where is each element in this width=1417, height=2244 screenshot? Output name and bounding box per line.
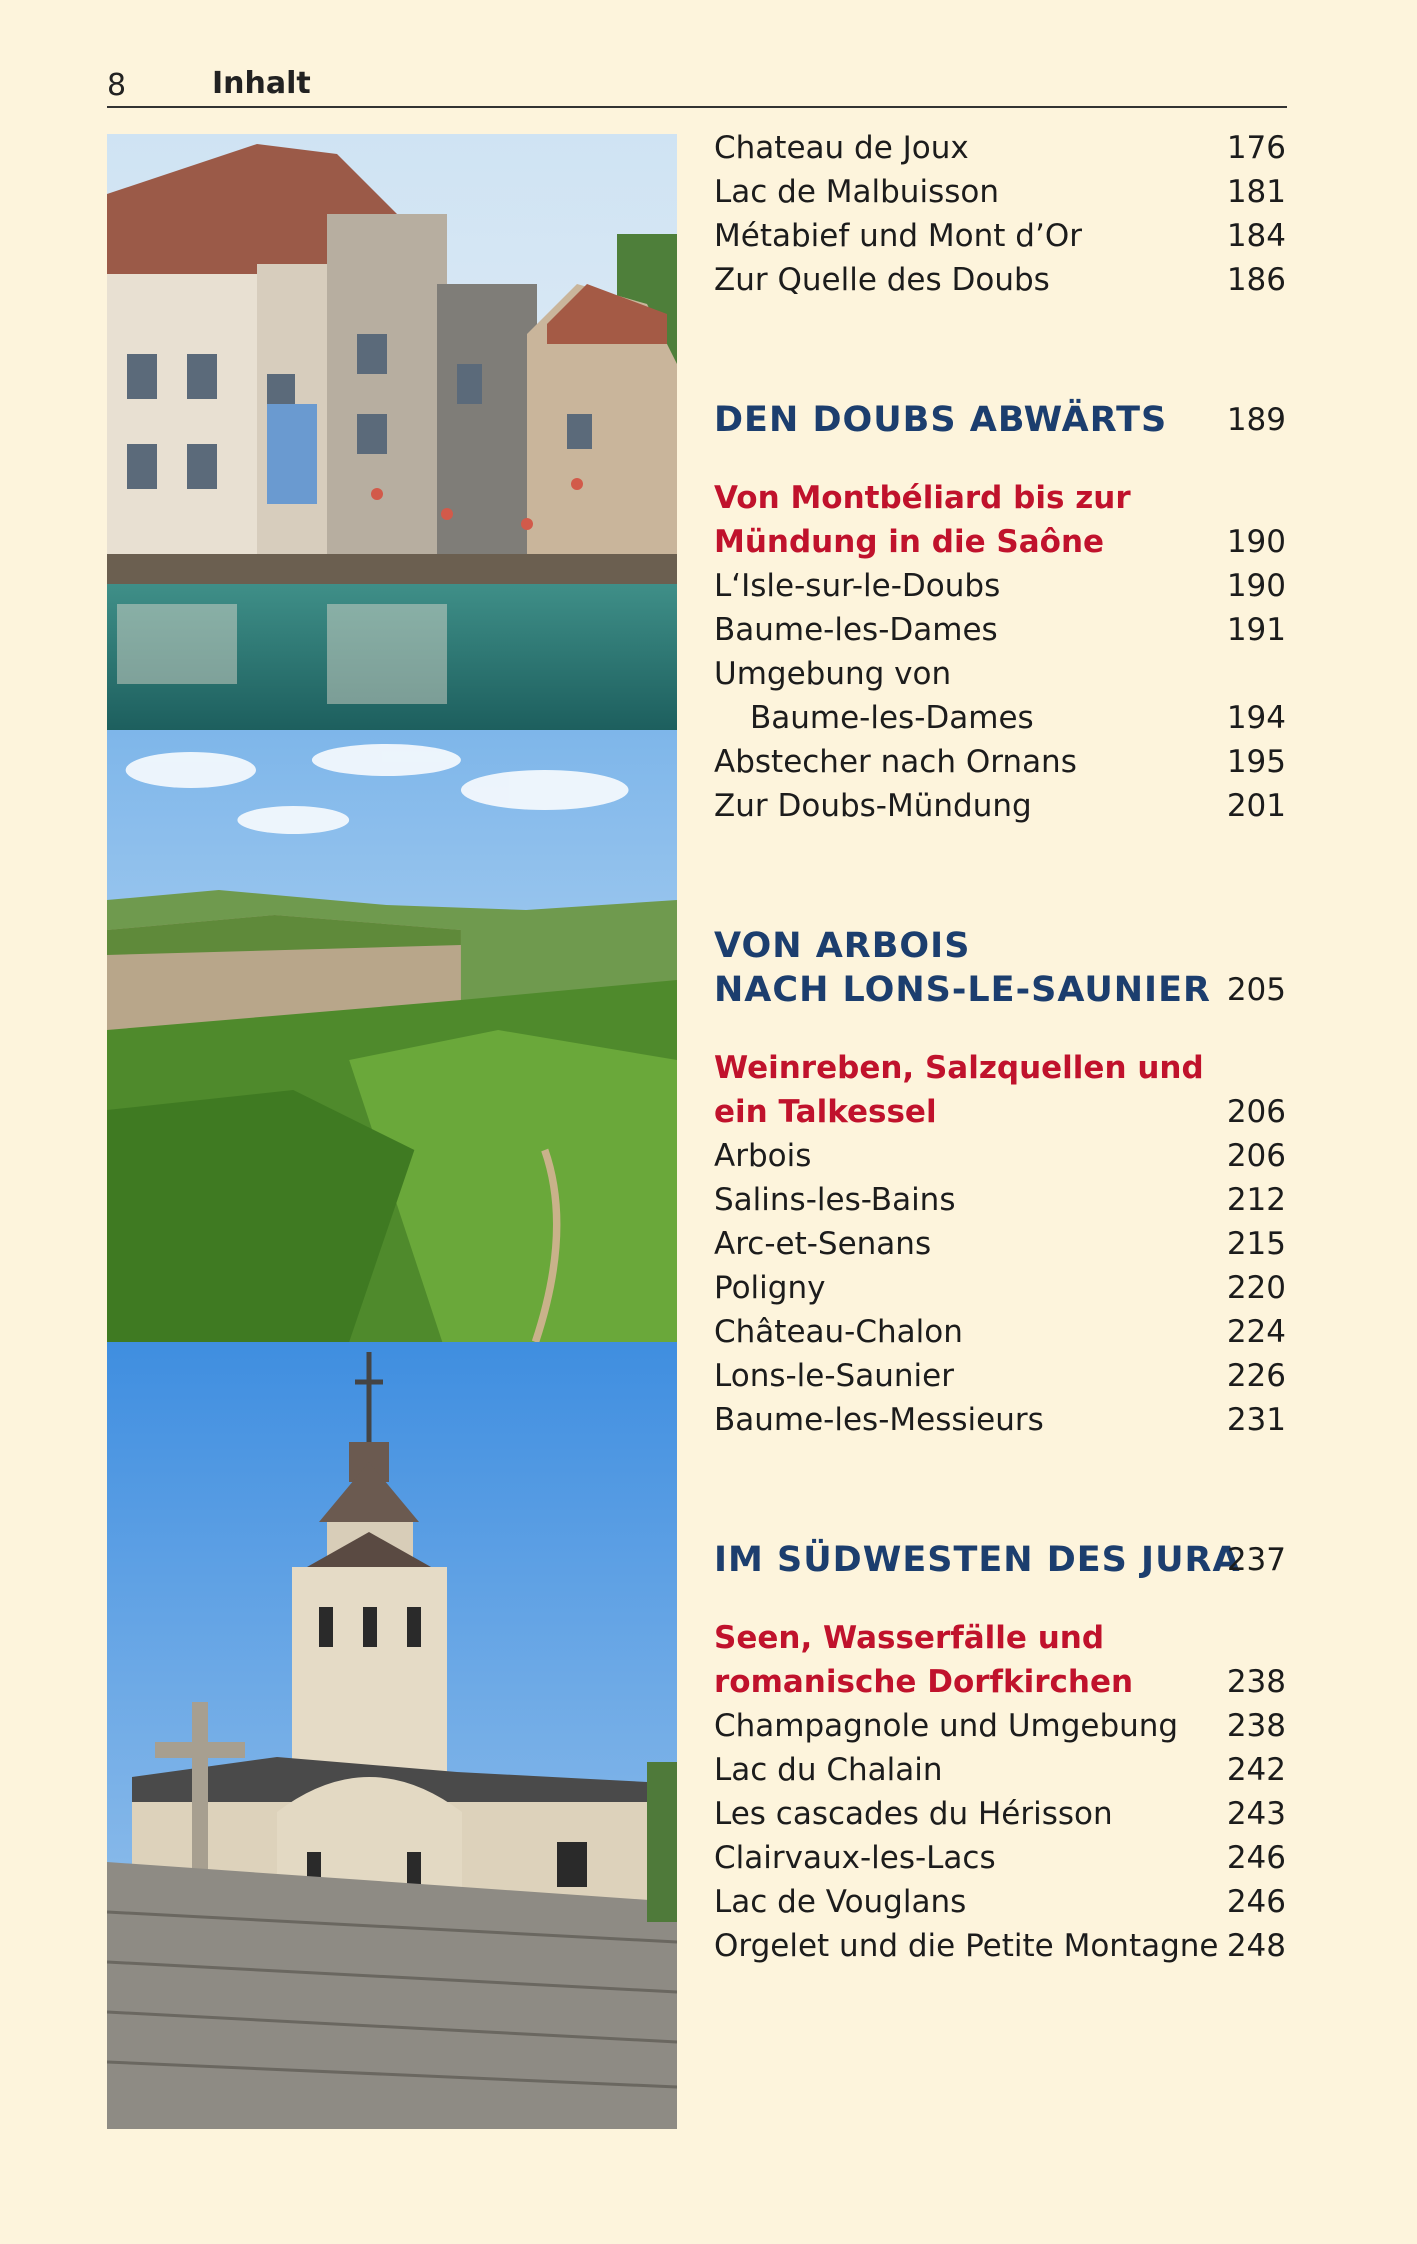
toc-entry-page: 248 — [1226, 1928, 1286, 1964]
toc-entry-label: Chateau de Joux — [714, 130, 969, 166]
toc-entry-page: 201 — [1226, 788, 1286, 824]
toc-entry-page: 243 — [1226, 1796, 1286, 1832]
toc-entry — [714, 258, 1286, 302]
toc-entry-page: 242 — [1226, 1752, 1286, 1788]
toc-entry-page: 220 — [1226, 1270, 1286, 1306]
section-title-label: Weinreben, Salzquellen und — [714, 1050, 1204, 1086]
chapter-title — [714, 398, 1286, 442]
chapter-title-page: 189 — [1226, 402, 1286, 438]
chapter-title — [714, 968, 1286, 1012]
toc-entry-page: 215 — [1226, 1226, 1286, 1262]
running-title: Inhalt — [212, 66, 311, 101]
toc-entry — [714, 1704, 1286, 1748]
section-title — [714, 1660, 1286, 1704]
toc-entry — [714, 1748, 1286, 1792]
toc-entry-label: Baume-les-Messieurs — [714, 1402, 1044, 1438]
section-title — [714, 1046, 1286, 1090]
section-title-page: 206 — [1226, 1094, 1286, 1130]
toc-entry-page: 191 — [1226, 612, 1286, 648]
toc-entry-label: Arbois — [714, 1138, 812, 1174]
section-title-label: Mündung in die Saône — [714, 524, 1105, 560]
toc-entry-label: Lac de Vouglans — [714, 1884, 967, 1920]
toc-entry-page: 231 — [1226, 1402, 1286, 1438]
toc-entry-page: 181 — [1226, 174, 1286, 210]
toc-entry — [714, 564, 1286, 608]
page-number: 8 — [107, 68, 127, 103]
toc-entry-label: Zur Quelle des Doubs — [714, 262, 1050, 298]
toc-entry — [714, 696, 1286, 740]
toc-entry — [714, 1134, 1286, 1178]
toc-entry — [714, 1924, 1286, 1968]
toc-entry-label: Zur Doubs-Mündung — [714, 788, 1032, 824]
section-title — [714, 520, 1286, 564]
section-title-label: romanische Dorfkirchen — [714, 1664, 1134, 1700]
toc-entry-label: L‘Isle-sur-le-Doubs — [714, 568, 1001, 604]
toc-entry-page: 176 — [1226, 130, 1286, 166]
toc-entry-page: 184 — [1226, 218, 1286, 254]
chapter-title-label: IM SÜDWESTEN DES JURA — [714, 1540, 1241, 1580]
toc-entry-page: 226 — [1226, 1358, 1286, 1394]
toc-entry-page: 246 — [1226, 1884, 1286, 1920]
section-title — [714, 1090, 1286, 1134]
toc-entry-label: Salins-les-Bains — [714, 1182, 956, 1218]
toc-entry-page: 195 — [1226, 744, 1286, 780]
toc-entry-label: Abstecher nach Ornans — [714, 744, 1077, 780]
section-title-page: 238 — [1226, 1664, 1286, 1700]
toc-entry-label: Les cascades du Hérisson — [714, 1796, 1113, 1832]
toc-entry — [714, 740, 1286, 784]
toc-entry-page: 224 — [1226, 1314, 1286, 1350]
toc-entry-page: 194 — [1226, 700, 1286, 736]
chapter-title — [714, 924, 1286, 968]
toc-entry-page: 186 — [1226, 262, 1286, 298]
toc-entry — [714, 1310, 1286, 1354]
toc-entry — [714, 1222, 1286, 1266]
chapter-title-page: 205 — [1226, 972, 1286, 1008]
chapter-title-page: 237 — [1226, 1542, 1286, 1578]
toc-entry-label: Lac de Malbuisson — [714, 174, 999, 210]
photo-riverside-houses — [107, 134, 677, 730]
toc-entry — [714, 214, 1286, 258]
toc-entry-label: Baume-les-Dames — [714, 612, 998, 648]
chapter-title-label: VON ARBOIS — [714, 926, 971, 966]
chapter-title — [714, 1538, 1286, 1582]
chapter-title-label: DEN DOUBS ABWÄRTS — [714, 400, 1168, 440]
toc-entry — [714, 1398, 1286, 1442]
toc-entry — [714, 126, 1286, 170]
toc-entry — [714, 1354, 1286, 1398]
toc-entry-label: Clairvaux-les-Lacs — [714, 1840, 996, 1876]
toc-entry — [714, 784, 1286, 828]
toc-entry-label: Baume-les-Dames — [750, 700, 1034, 736]
section-title-page: 190 — [1226, 524, 1286, 560]
toc-entry-page: 212 — [1226, 1182, 1286, 1218]
toc-entry — [714, 608, 1286, 652]
section-title — [714, 1616, 1286, 1660]
toc-entry-label: Lons-le-Saunier — [714, 1358, 954, 1394]
chapter-title-label: NACH LONS-LE-SAUNIER — [714, 970, 1211, 1010]
toc-entry-page: 206 — [1226, 1138, 1286, 1174]
toc-entry-label: Umgebung von — [714, 656, 952, 692]
toc-entry-page: 238 — [1226, 1708, 1286, 1744]
toc-entry — [714, 1178, 1286, 1222]
section-title-label: Seen, Wasserfälle und — [714, 1620, 1105, 1656]
section-title-label: Von Montbéliard bis zur — [714, 480, 1131, 516]
toc-entry — [714, 1880, 1286, 1924]
toc-entry-label: Lac du Chalain — [714, 1752, 943, 1788]
toc-entry — [714, 1836, 1286, 1880]
toc-entry-label: Poligny — [714, 1270, 826, 1306]
toc-entry — [714, 1792, 1286, 1836]
page-header — [107, 66, 1287, 108]
toc-entry — [714, 1266, 1286, 1310]
toc-entry-label: Château-Chalon — [714, 1314, 963, 1350]
section-title — [714, 476, 1286, 520]
photo-valley-cliffs — [107, 730, 677, 1342]
toc-entry-label: Métabief und Mont d’Or — [714, 218, 1082, 254]
toc-entry-page: 190 — [1226, 568, 1286, 604]
toc-entry-label: Orgelet und die Petite Montagne — [714, 1928, 1219, 1964]
toc-entry-label: Arc-et-Senans — [714, 1226, 932, 1262]
toc-entry-page: 246 — [1226, 1840, 1286, 1876]
section-title-label: ein Talkessel — [714, 1094, 937, 1130]
photo-romanesque-church — [107, 1342, 677, 2129]
toc-entry-label: Champagnole und Umgebung — [714, 1708, 1179, 1744]
toc-entry — [714, 170, 1286, 214]
toc-entry — [714, 652, 1286, 696]
table-of-contents — [714, 126, 1286, 1968]
